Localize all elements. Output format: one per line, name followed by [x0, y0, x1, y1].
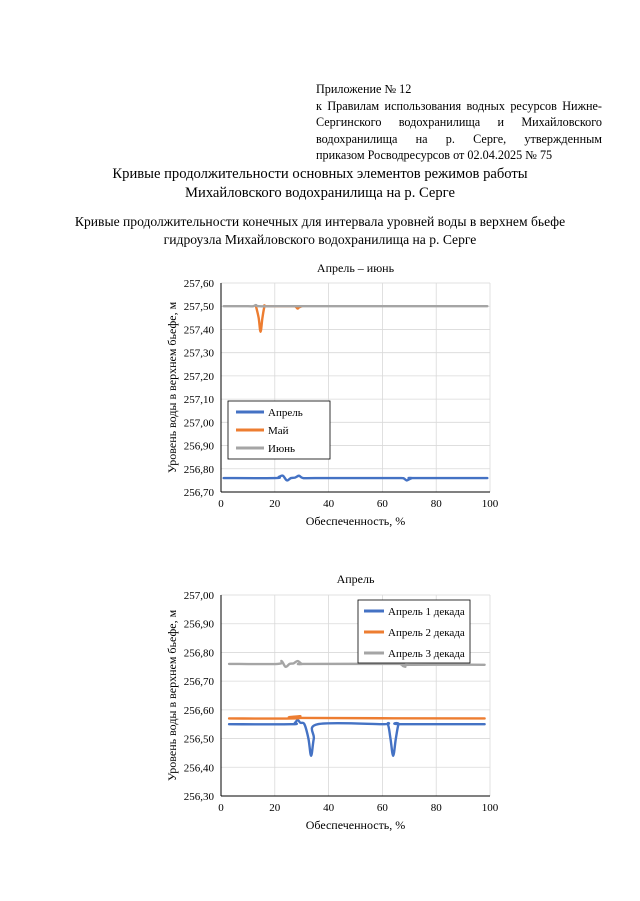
appendix-line-5: приказом Росводресурсов от 02.04.2025 № 75 [316, 148, 553, 162]
series-line-1 [229, 720, 485, 756]
legend-label: Апрель [268, 407, 303, 419]
series-line-2 [229, 716, 485, 718]
y-tick-label: 257,50 [183, 301, 214, 314]
legend-label: Апрель 2 декада [388, 627, 465, 639]
y-tick-label: 257,10 [183, 394, 214, 407]
legend-label: Июнь [268, 443, 296, 455]
y-axis-label: Уровень воды в верхнем бьефе, м [165, 609, 179, 782]
y-tick-label: 257,20 [183, 370, 214, 383]
y-axis-label: Уровень воды в верхнем бьефе, м [165, 301, 179, 474]
y-tick-label: 257,60 [183, 278, 214, 290]
document-heading-line-2: Михайловского водохранилища на р. Серге [185, 185, 455, 201]
appendix-line-3: Сергинского водохранилища и Михайловского [316, 115, 602, 129]
series-line-3 [224, 305, 488, 306]
x-tick-label: 100 [481, 802, 499, 814]
y-tick-label: 256,30 [183, 791, 214, 803]
document-subheading-line-2: гидроузла Михайловского водохранилища на р. Серге [163, 232, 477, 247]
chart-title: Апрель [336, 572, 375, 586]
chart-title: Апрель – июнь [316, 261, 395, 275]
x-axis-label: Обеспеченность, % [305, 514, 406, 528]
legend-label: Май [268, 425, 289, 437]
series-line-2 [256, 305, 302, 331]
series-line-1 [224, 476, 488, 481]
appendix-line-4: водохранилища на р. Серге, утвержденным [316, 131, 602, 146]
y-tick-label: 257,00 [183, 590, 214, 602]
y-tick-label: 256,90 [183, 440, 214, 453]
x-tick-label: 60 [376, 802, 388, 814]
x-tick-label: 60 [376, 498, 388, 510]
x-tick-label: 0 [218, 498, 224, 510]
document-heading [0, 165, 640, 203]
x-tick-label: 40 [323, 498, 335, 510]
document-subheading [0, 213, 640, 249]
legend-label: Апрель 3 декада [388, 648, 465, 660]
y-tick-label: 256,70 [183, 487, 214, 499]
appendix-line-2: к Правилам использования водных ресурсов Нижне- [316, 98, 602, 113]
legend-label: Апрель 1 декада [388, 606, 465, 618]
y-tick-label: 257,40 [183, 324, 214, 337]
chart-april-decades [0, 566, 640, 841]
x-tick-label: 20 [269, 498, 281, 510]
y-tick-label: 257,30 [183, 347, 214, 360]
y-tick-label: 256,40 [183, 762, 214, 775]
y-tick-label: 256,80 [183, 647, 214, 660]
x-tick-label: 0 [218, 802, 224, 814]
x-tick-label: 100 [481, 498, 499, 510]
appendix-note [316, 81, 602, 164]
x-tick-label: 20 [269, 802, 281, 814]
y-tick-label: 256,90 [183, 618, 214, 631]
y-tick-label: 256,80 [183, 463, 214, 476]
appendix-line-1: Приложение № 12 [316, 82, 412, 96]
x-axis-label: Обеспеченность, % [305, 818, 406, 832]
chart-april-june [0, 252, 640, 537]
y-tick-label: 256,60 [183, 704, 214, 717]
y-tick-label: 256,70 [183, 676, 214, 689]
x-tick-label: 80 [430, 802, 442, 814]
y-tick-label: 257,00 [183, 417, 214, 430]
document-subheading-line-1: Кривые продолжительности конечных для интервала уровней воды в верхнем бьефе [74, 214, 566, 229]
x-tick-label: 40 [323, 802, 335, 814]
document-heading-line-1: Кривые продолжительности основных элементов режимов работы [112, 166, 528, 182]
y-tick-label: 256,50 [183, 733, 214, 746]
x-tick-label: 80 [430, 498, 442, 510]
